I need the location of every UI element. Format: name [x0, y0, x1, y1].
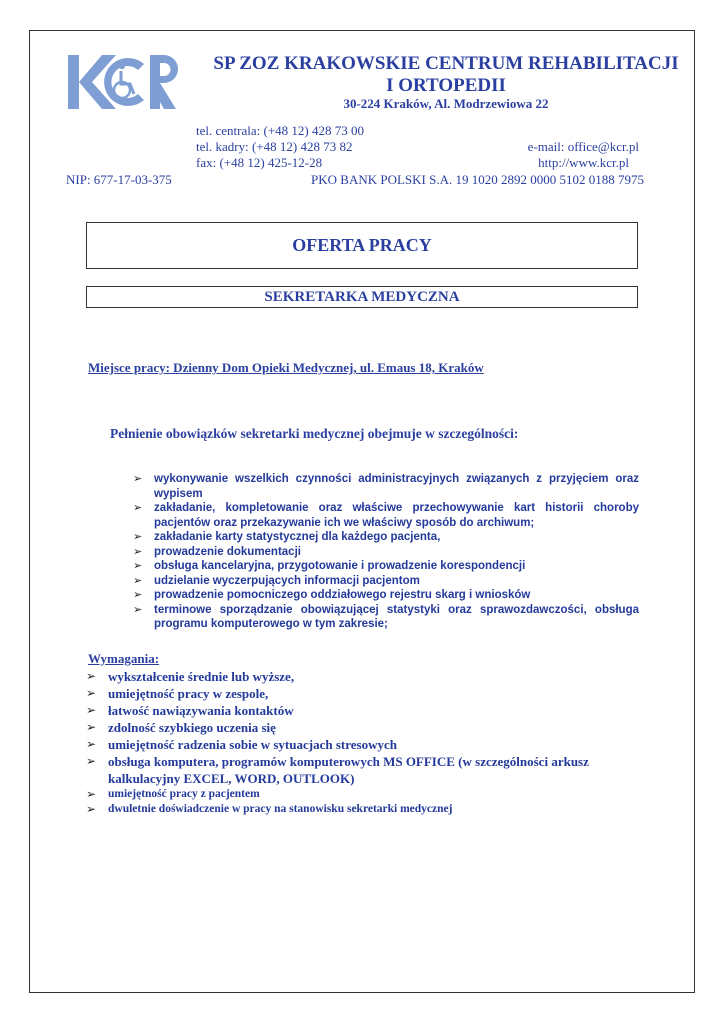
arrow-bullet-icon: ➢	[133, 530, 143, 543]
tel-central: tel. centrala: (+48 12) 428 73 00	[196, 123, 364, 138]
list-item: ➢ terminowe sporządzanie obowiązującej statystyki oraz sprawozdawczości, obsługa programu komputerowego w tym zakresie;	[133, 602, 639, 630]
arrow-bullet-icon: ➢	[133, 602, 143, 616]
organization-name	[196, 53, 696, 97]
arrow-bullet-icon: ➢	[86, 737, 97, 751]
arrow-bullet-icon: ➢	[133, 472, 143, 485]
fax: fax: (+48 12) 425-12-28	[196, 155, 323, 170]
list-item: ➢ zdolność szybkiego uczenia się	[86, 720, 276, 735]
arrow-bullet-icon: ➢	[86, 754, 97, 768]
arrow-bullet-icon: ➢	[86, 802, 97, 816]
workplace: Miejsce pracy: Dzienny Dom Opieki Medycznej, ul. Emaus 18, Kraków	[88, 360, 484, 375]
requirements-title: Wymagania:	[88, 651, 160, 666]
offer-title: OFERTA PRACY	[86, 222, 638, 269]
list-item: ➢ wykonywanie wszelkich czynności administracyjnych związanych z przyjęciem oraz wypisem	[133, 472, 639, 500]
arrow-bullet-icon: ➢	[133, 573, 143, 587]
arrow-bullet-icon: ➢	[86, 686, 97, 700]
arrow-bullet-icon: ➢	[86, 703, 97, 717]
position-title: SEKRETARKA MEDYCZNA	[86, 286, 638, 308]
duties-list	[133, 472, 639, 632]
list-item: ➢ dwuletnie doświadczenie w pracy na stanowisku sekretarki medycznej	[86, 802, 453, 816]
requirements-list	[86, 668, 646, 817]
org-name-line2: I ORTOPEDII	[386, 75, 506, 96]
list-item: ➢ łatwość nawiązywania kontaktów	[86, 703, 294, 718]
nip: NIP: 677-17-03-375	[66, 172, 172, 187]
arrow-bullet-icon: ➢	[86, 787, 97, 801]
list-item: ➢ umiejętność pracy z pacjentem	[86, 787, 260, 801]
arrow-bullet-icon: ➢	[133, 559, 143, 572]
list-item: ➢ zakładanie karty statystycznej dla każdego pacjenta,	[133, 530, 441, 543]
list-item: ➢ prowadzenie dokumentacji	[133, 544, 301, 558]
website[interactable]: http://www.kcr.pl	[538, 155, 629, 170]
tel-hr: tel. kadry: (+48 12) 428 73 82	[196, 139, 353, 154]
arrow-bullet-icon: ➢	[133, 588, 143, 601]
list-item: ➢ umiejętność pracy w zespole,	[86, 686, 269, 701]
arrow-bullet-icon: ➢	[133, 501, 143, 514]
list-item: ➢ wykształcenie średnie lub wyższe,	[86, 669, 295, 684]
list-item: ➢ umiejętność radzenia sobie w sytuacjach stresowych	[86, 737, 397, 752]
kcr-logo	[66, 52, 182, 112]
list-item: ➢ prowadzenie pomocniczego oddziałowego rejestru skarg i wniosków	[133, 588, 531, 601]
address: 30-224 Kraków, Al. Modrzewiowa 22	[343, 96, 549, 111]
arrow-bullet-icon: ➢	[86, 720, 97, 734]
org-name-line1: SP ZOZ KRAKOWSKIE CENTRUM REHABILITACJI	[213, 53, 679, 74]
arrow-bullet-icon: ➢	[133, 544, 143, 558]
list-item: ➢ obsługa kancelaryjna, przygotowanie i prowadzenie korespondencji	[133, 559, 526, 572]
arrow-bullet-icon: ➢	[86, 669, 97, 683]
list-item: ➢ udzielanie wyczerpujących informacji pacjentom	[133, 573, 420, 587]
list-item: ➢ obsługa komputera, programów komputerowych MS OFFICE (w szczególności arkusz kalkulacyjny EXCEL, WORD, OUTLOOK)	[86, 754, 589, 786]
email[interactable]: e-mail: office@kcr.pl	[527, 139, 639, 154]
duties-intro: Pełnienie obowiązków sekretarki medycznej obejmuje w szczególności:	[110, 426, 519, 441]
bank-account: PKO BANK POLSKI S.A. 19 1020 2892 0000 5102 0188 7975	[311, 172, 644, 187]
list-item: ➢ zakładanie, kompletowanie oraz właściwe przechowywanie kart historii choroby pacjentów oraz przekazywanie ich we właściwy sposób do archiwum;	[133, 501, 639, 529]
